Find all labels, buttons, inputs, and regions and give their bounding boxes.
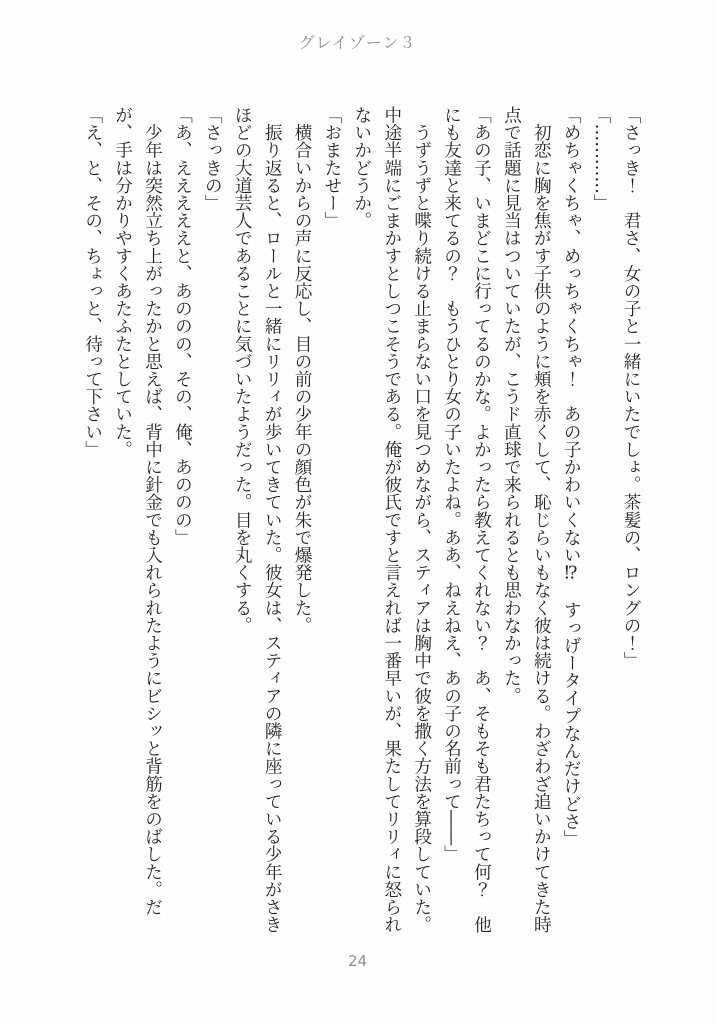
text-line: 振り返ると、ロールと一緒にリリィが歩いてきていた。彼女は、スティアの隣に座っている少年がさき	[262, 106, 283, 934]
text-line: にも友達と来てるの？ もうひとり女の子いたよね。ああ、ねえねえ、あの子の名前って――」	[441, 106, 462, 863]
text-line: 少年は突然立ち上がったかと思えば、背中に針金でも入れられたようにビシッと背筋をのばした。だ	[142, 106, 163, 916]
text-line: 「おまたせー」	[321, 106, 342, 230]
text-line: 「さっき！ 君さ、女の子と一緒にいたでしょ。茶髪の、ロングの！」	[621, 106, 641, 670]
text-line: ほどの大道芸人であることに気づいたようだった。目を丸くする。	[232, 106, 253, 634]
text-line: 初恋に胸を焦がす子供のように頬を赤くして、恥じらいもなく彼は続ける。わざわざ追いかけてきた時	[531, 106, 552, 934]
page-number: 24	[347, 952, 368, 970]
text-line: ないかどうか。	[351, 106, 372, 230]
text-line: 点で話題に見当はついていたが、こうド直球で来られるとも思わなかった。	[501, 106, 522, 705]
text-line: 「さっきの」	[202, 106, 223, 212]
text-line: が、手は分かりやすくあたふたとしていた。	[112, 106, 133, 458]
text-line: 「…………」	[591, 106, 612, 212]
text-body	[77, 106, 645, 948]
text-line: 「めちゃくちゃ、めっちゃくちゃ！ あの子かわいくない⁉ すっげータイプなんだけどさ」	[561, 106, 582, 848]
text-line: 横合いからの声に反応し、目の前の少年の顔色が朱で爆発した。	[292, 106, 313, 634]
text-line: 「あの子、いまどこに行ってるのかな。よかったら教えてくれない？ あ、そもそも君たちって何？ 他	[471, 106, 492, 934]
text-line: 「え、と、その、ちょっと、待って下さい」	[82, 106, 103, 458]
text-line: 中途半端にごまかすとしつこそうである。俺が彼氏ですと言えれば一番早いが、果たしてリリィに怒られ	[381, 106, 402, 934]
running-header-title: グレイゾーン３	[298, 33, 417, 52]
text-line: うずうずと喋り続ける止まらない口を見つめながら、スティアは胸中で彼を撒く方法を算段していた。	[411, 106, 432, 934]
text-line: 「あ、えええええと、あののの、その、俺、あののの」	[172, 106, 193, 546]
